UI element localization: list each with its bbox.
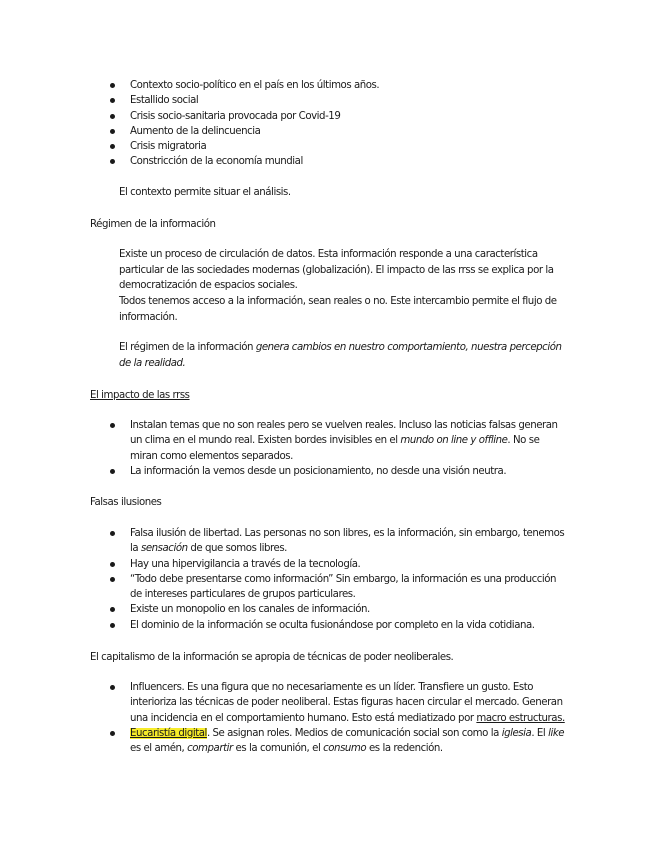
section-heading-regimen: Régimen de la información xyxy=(90,219,216,230)
list-item: Hay una hipervigilancia a través de la tecnología. xyxy=(110,557,565,572)
impacto-list xyxy=(110,418,565,479)
list-item: Crisis socio-sanitaria provocada por Covid-19 xyxy=(110,109,590,124)
regimen-p3-italic: genera cambios en nuestro comportamiento, nuestra percepción de la realidad. xyxy=(119,342,562,369)
context-list xyxy=(110,78,590,170)
section-heading-impacto: El impacto de las rrss xyxy=(90,390,190,401)
list-item: Crisis migratoria xyxy=(110,139,590,154)
section-heading-capitalismo: El capitalismo de la información se apropia de técnicas de poder neoliberales. xyxy=(90,652,454,663)
list-item: Contexto socio-político en el país en los últimos años. xyxy=(110,78,590,93)
capitalismo-list xyxy=(110,680,565,756)
list-item: Falsa ilusión de libertad. Las personas no son libres, es la información, sin embargo, tenemos la sensación de que somos libres. xyxy=(110,526,565,557)
list-item: Existe un monopolio en los canales de información. xyxy=(110,602,565,617)
list-item: Constricción de la economía mundial xyxy=(110,154,590,169)
falsas-list xyxy=(110,526,565,633)
sensacion-italic: sensación xyxy=(140,543,188,555)
list-item: Aumento de la delincuencia xyxy=(110,124,590,139)
list-item: La información la vemos desde un posicionamiento, no desde una visión neutra. xyxy=(110,464,565,479)
section-heading-falsas: Falsas ilusiones xyxy=(90,497,162,508)
context-note: El contexto permite situar el análisis. xyxy=(119,187,291,198)
list-item: El dominio de la información se oculta fusionándose por completo en la vida cotidiana. xyxy=(110,618,565,633)
online-offline-italic: mundo on line y offline xyxy=(400,435,508,447)
list-item: “Todo debe presentarse como información” Sin embargo, la información es una producción de intereses particulares de grupos particulares. xyxy=(110,572,565,603)
regimen-p3-text: El régimen de la información xyxy=(119,342,256,353)
list-item: Instalan temas que no son reales pero se vuelven reales. Incluso las noticias falsas generan un clima en el mundo real. Existen bordes invisibles en el mundo on line y offline. No se miran como elementos separados. xyxy=(110,418,565,464)
regimen-paragraph-2: Todos tenemos acceso a la información, sean reales o no. Este intercambio permite el flujo de información. xyxy=(119,296,557,323)
macro-estructuras-underline: macro estructuras. xyxy=(476,712,565,724)
regimen-paragraph-3 xyxy=(119,340,574,371)
list-item: Estallido social xyxy=(110,93,590,108)
eucaristia-highlight: Eucaristía digital xyxy=(130,727,207,739)
list-item: Influencers. Es una figura que no necesariamente es un líder. Transfiere un gusto. Esto interioriza las técnicas de poder neoliberal. Estas figuras hacen circular el mercado. Generan una incidencia en el comportamiento humano. Esto está mediatizado por macro estructuras. xyxy=(110,680,565,726)
list-item: Eucaristía digital. Se asignan roles. Medios de comunicación social son como la iglesia. El like es el amén, compartir es la comunión, el consumo es la redención. xyxy=(110,726,565,757)
regimen-paragraph-1: Existe un proceso de circulación de datos. Esta información responde a una característica particular de las sociedades modernas (globalización). El impacto de las rrss se explica por la democratización de espacios sociales. xyxy=(119,249,554,291)
